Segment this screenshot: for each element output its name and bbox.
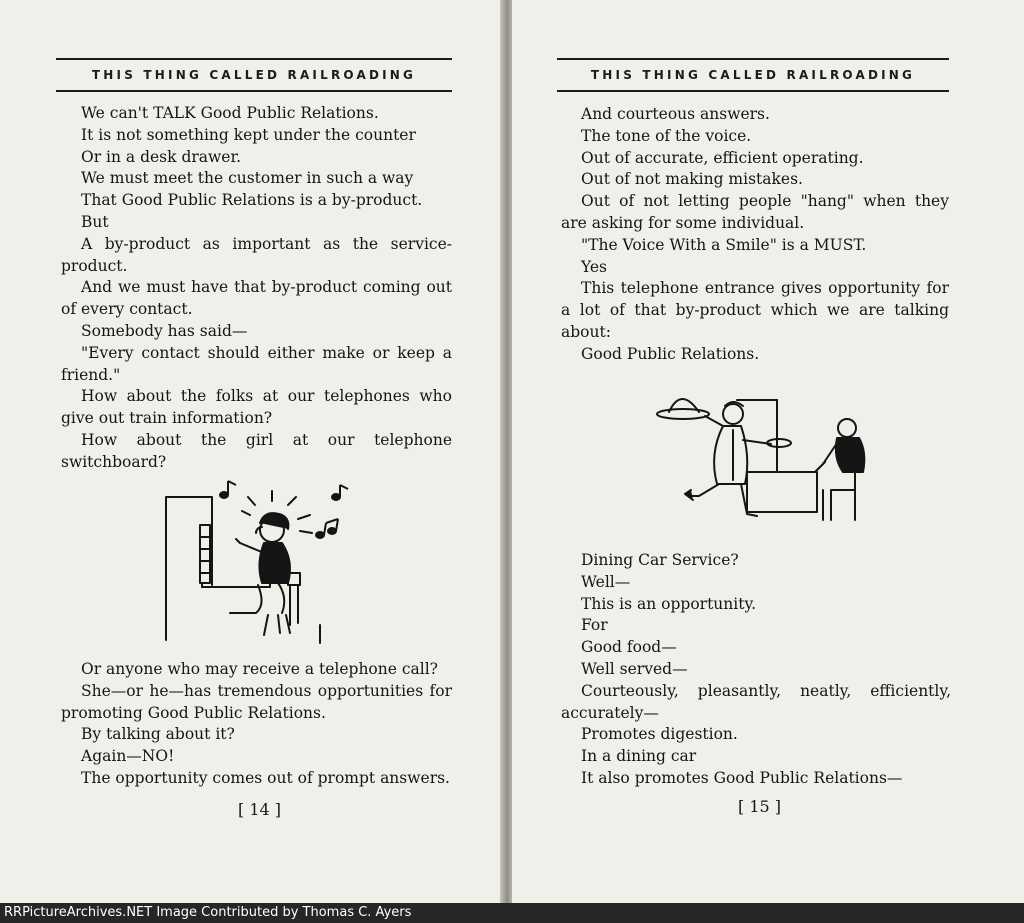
paragraph: "Every contact should either make or keep a friend." bbox=[61, 343, 452, 384]
paragraph: Well— bbox=[581, 572, 631, 591]
paragraph: Well served— bbox=[581, 659, 688, 678]
paragraph: For bbox=[581, 616, 608, 635]
paragraph: And courteous answers. bbox=[581, 105, 770, 123]
paragraph: Out of accurate, efficient operating. bbox=[581, 148, 864, 167]
paragraph: And we must have that by-product coming out of every contact. bbox=[61, 278, 452, 319]
left-page bbox=[0, 0, 505, 903]
right-page-number: [ 15 ] bbox=[738, 797, 782, 816]
paragraph: A by-product as important as the service-product. bbox=[61, 234, 452, 275]
paragraph: But bbox=[81, 212, 109, 231]
paragraph: We must meet the customer in such a way bbox=[81, 169, 414, 188]
image-credit-bar: RRPictureArchives.NET Image Contributed by Thomas C. Ayers bbox=[0, 903, 1024, 923]
paragraph: "The Voice With a Smile" is a MUST. bbox=[581, 235, 867, 254]
paragraph: She—or he—has tremendous opportunities for promoting Good Public Relations. bbox=[61, 681, 452, 722]
paragraph: Yes bbox=[581, 257, 608, 276]
left-page-number: [ 14 ] bbox=[238, 800, 282, 819]
left-body-bottom bbox=[61, 659, 452, 790]
left-body-top bbox=[61, 103, 452, 474]
paragraph: This telephone entrance gives opportunity for a lot of that by-product which we are talking about: bbox=[561, 279, 949, 341]
paragraph: Courteously, pleasantly, neatly, efficiently, accurately— bbox=[561, 681, 951, 722]
right-page bbox=[512, 0, 1024, 903]
paragraph: Again—NO! bbox=[81, 747, 175, 766]
paragraph: Or in a desk drawer. bbox=[81, 147, 242, 166]
paragraph: Out of not letting people "hang" when they are asking for some individual. bbox=[561, 192, 949, 232]
paragraph: The opportunity comes out of prompt answers. bbox=[81, 768, 450, 787]
paragraph: How about the folks at our telephones who give out train information? bbox=[61, 387, 452, 428]
paragraph: Out of not making mistakes. bbox=[581, 170, 803, 189]
paragraph: Or anyone who may receive a telephone call? bbox=[81, 660, 438, 678]
paragraph: How about the girl at our telephone switchboard? bbox=[61, 430, 452, 471]
paragraph: Somebody has said— bbox=[81, 321, 248, 340]
paragraph: This is an opportunity. bbox=[581, 594, 757, 613]
right-running-head: THIS THING CALLED RAILROADING bbox=[557, 58, 949, 92]
paragraph: In a dining car bbox=[581, 747, 697, 766]
paragraph: The tone of the voice. bbox=[581, 126, 752, 145]
paragraph: It is not something kept under the counter bbox=[81, 125, 416, 144]
paragraph: By talking about it? bbox=[81, 725, 235, 744]
switchboard-operator-illustration bbox=[160, 475, 360, 645]
paragraph: That Good Public Relations is a by-product. bbox=[81, 191, 423, 210]
right-body-bottom bbox=[561, 550, 951, 790]
paragraph: Dining Car Service? bbox=[581, 551, 739, 569]
paragraph: Good food— bbox=[581, 638, 677, 657]
left-running-head: THIS THING CALLED RAILROADING bbox=[56, 58, 452, 92]
paragraph: Promotes digestion. bbox=[581, 725, 738, 744]
right-body-top bbox=[561, 104, 949, 366]
dining-car-waiter-illustration bbox=[647, 380, 877, 540]
paragraph: It also promotes Good Public Relations— bbox=[581, 768, 903, 787]
paragraph: Good Public Relations. bbox=[581, 344, 760, 363]
paragraph: We can't TALK Good Public Relations. bbox=[81, 104, 379, 122]
